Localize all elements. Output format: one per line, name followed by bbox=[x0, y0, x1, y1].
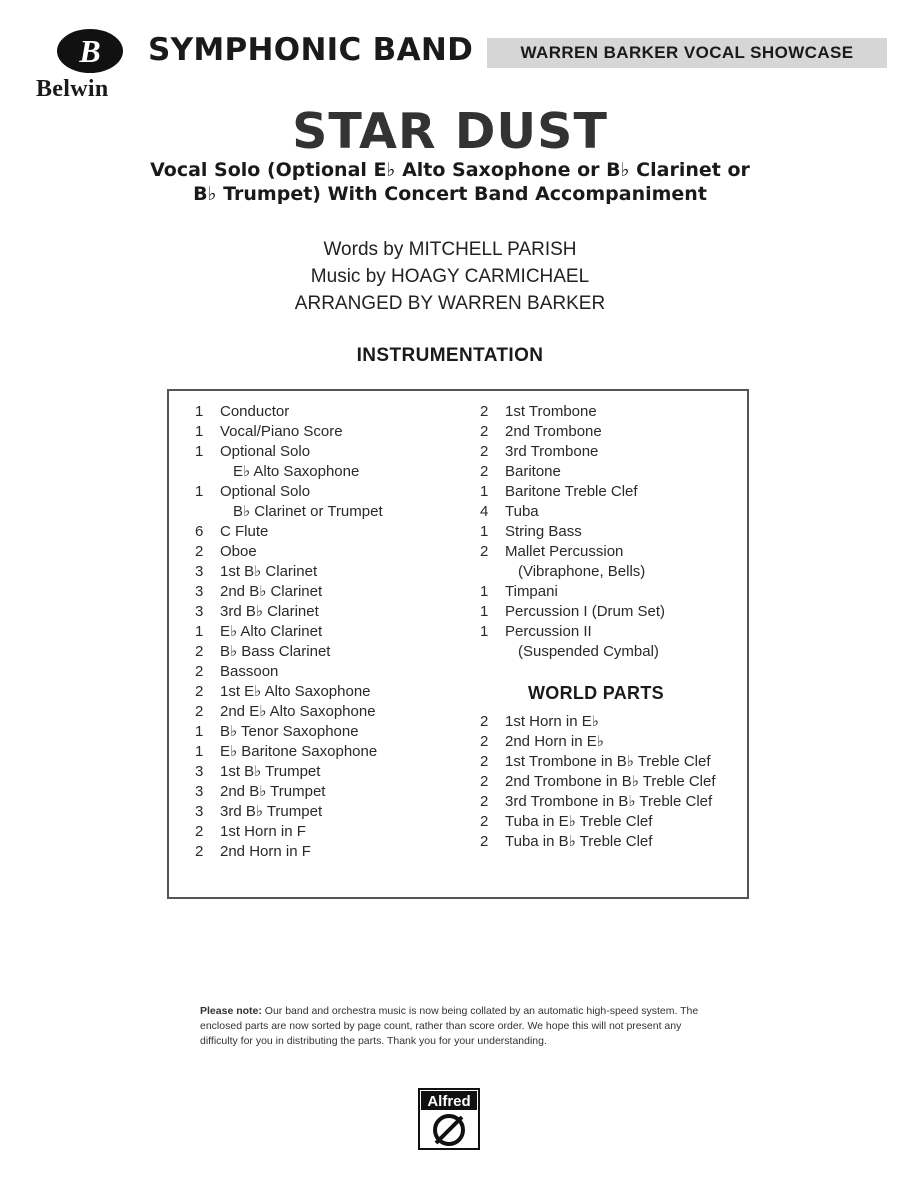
instrument-quantity: 1 bbox=[195, 723, 204, 740]
instrument-row bbox=[195, 802, 475, 822]
instrument-quantity: 1 bbox=[195, 483, 204, 500]
instrument-row bbox=[195, 642, 475, 662]
instrument-quantity: 2 bbox=[480, 463, 489, 480]
instrument-name: (Vibraphone, Bells) bbox=[518, 563, 646, 580]
instrument-row bbox=[480, 772, 750, 792]
instrument-row bbox=[195, 662, 475, 682]
instrument-name: Optional Solo bbox=[220, 443, 311, 460]
instrument-row bbox=[480, 422, 750, 442]
instrument-name: 3rd B♭ Clarinet bbox=[220, 603, 319, 620]
instrument-row bbox=[480, 582, 750, 602]
instrument-name: Percussion I (Drum Set) bbox=[505, 603, 666, 620]
instrument-quantity: 2 bbox=[480, 753, 489, 770]
instrument-name: Conductor bbox=[220, 403, 290, 420]
instrument-row bbox=[195, 842, 475, 862]
subtitle bbox=[60, 158, 840, 206]
instrument-row bbox=[480, 642, 750, 662]
instrument-row bbox=[195, 562, 475, 582]
instrument-row bbox=[195, 462, 475, 482]
instrument-quantity: 6 bbox=[195, 523, 204, 540]
instrument-quantity: 4 bbox=[480, 503, 489, 520]
instrument-row bbox=[195, 722, 475, 742]
instrument-quantity: 2 bbox=[195, 663, 204, 680]
instrument-quantity: 2 bbox=[480, 403, 489, 420]
instrument-name: Baritone bbox=[505, 463, 561, 480]
instrument-quantity: 2 bbox=[480, 543, 489, 560]
instrument-quantity: 1 bbox=[195, 443, 204, 460]
instrument-row bbox=[195, 402, 475, 422]
svg-text:B: B bbox=[79, 33, 101, 69]
instrument-quantity: 2 bbox=[480, 713, 489, 730]
instrument-row bbox=[480, 602, 750, 622]
instrument-name: E♭ Alto Clarinet bbox=[220, 623, 323, 640]
instrument-name: 3rd B♭ Trumpet bbox=[220, 803, 323, 820]
instrument-name: (Suspended Cymbal) bbox=[518, 643, 659, 660]
alfred-logo-icon bbox=[418, 1088, 480, 1150]
instrument-quantity: 2 bbox=[195, 643, 204, 660]
instrument-row bbox=[195, 682, 475, 702]
instrument-name: Mallet Percussion bbox=[505, 543, 624, 560]
instrument-name: 1st Horn in E♭ bbox=[505, 713, 599, 730]
instrument-name: 2nd B♭ Trumpet bbox=[220, 783, 326, 800]
instrument-row bbox=[195, 602, 475, 622]
instrument-name: 2nd E♭ Alto Saxophone bbox=[220, 703, 376, 720]
instrument-quantity: 1 bbox=[480, 583, 489, 600]
instrument-quantity: 2 bbox=[480, 733, 489, 750]
instrument-name: C Flute bbox=[220, 523, 269, 540]
instrumentation-box bbox=[167, 389, 749, 899]
instrument-row bbox=[480, 502, 750, 522]
instrument-quantity: 1 bbox=[480, 523, 489, 540]
series-title: SYMPHONIC BAND bbox=[148, 32, 474, 68]
instrument-quantity: 2 bbox=[480, 813, 489, 830]
instrument-name: 2nd Trombone bbox=[505, 423, 602, 440]
instrument-name: 3rd Trombone in B♭ Treble Clef bbox=[505, 793, 713, 810]
instrumentation-left-column bbox=[195, 402, 475, 862]
instrument-name: 1st B♭ Clarinet bbox=[220, 563, 318, 580]
instrument-row bbox=[195, 442, 475, 462]
belwin-logo-icon bbox=[55, 26, 125, 76]
instrument-quantity: 1 bbox=[195, 423, 204, 440]
instrument-quantity: 2 bbox=[195, 683, 204, 700]
page-title: STAR DUST bbox=[292, 103, 608, 160]
composer-credit: Music by HOAGY CARMICHAEL bbox=[310, 266, 590, 287]
instrument-quantity: 2 bbox=[480, 773, 489, 790]
instrument-quantity: 1 bbox=[195, 743, 204, 760]
subtitle-line-1: Vocal Solo (Optional E♭ Alto Saxophone or B♭ Clarinet or bbox=[150, 159, 750, 181]
instrument-quantity: 1 bbox=[480, 483, 489, 500]
instrument-quantity: 1 bbox=[195, 623, 204, 640]
instrument-quantity: 2 bbox=[195, 823, 204, 840]
instrument-row bbox=[480, 752, 750, 772]
instrument-row bbox=[480, 462, 750, 482]
instrument-quantity: 2 bbox=[195, 843, 204, 860]
instrument-name: Bassoon bbox=[220, 663, 279, 680]
note-text: Our band and orchestra music is now being collated by an automatic high-speed system. The enclosed parts are now sorted by page count, rather than score order. We hope this will not present any difficulty for you in distributing the parts. Thank you for your understanding. bbox=[200, 1005, 699, 1047]
arranger-credit: ARRANGED BY WARREN BARKER bbox=[294, 293, 606, 314]
publisher-name: Belwin bbox=[36, 76, 109, 102]
instrument-quantity: 2 bbox=[195, 543, 204, 560]
instrument-row bbox=[480, 542, 750, 562]
instrument-row bbox=[195, 702, 475, 722]
instrument-quantity: 2 bbox=[195, 703, 204, 720]
instrument-quantity: 3 bbox=[195, 803, 204, 820]
instrument-name: E♭ Alto Saxophone bbox=[233, 463, 360, 480]
instrument-name: 2nd Trombone in B♭ Treble Clef bbox=[505, 773, 716, 790]
instrument-quantity: 2 bbox=[480, 423, 489, 440]
instrument-name: Tuba in E♭ Treble Clef bbox=[505, 813, 653, 830]
instrument-row bbox=[480, 812, 750, 832]
note-label: Please note: bbox=[200, 1005, 262, 1017]
instrument-row bbox=[195, 502, 475, 522]
instrument-name: 2nd Horn in E♭ bbox=[505, 733, 604, 750]
instrument-name: Oboe bbox=[220, 543, 257, 560]
instrument-quantity: 2 bbox=[480, 443, 489, 460]
instrument-quantity: 3 bbox=[195, 783, 204, 800]
instrument-name: 3rd Trombone bbox=[505, 443, 599, 460]
lyricist-credit: Words by MITCHELL PARISH bbox=[323, 239, 577, 260]
instrument-name: 1st E♭ Alto Saxophone bbox=[220, 683, 371, 700]
instrument-row bbox=[480, 522, 750, 542]
collection-banner bbox=[487, 38, 887, 68]
instrument-name: Timpani bbox=[505, 583, 558, 600]
instrument-row bbox=[195, 782, 475, 802]
instrument-row bbox=[480, 712, 750, 732]
instrument-row bbox=[480, 832, 750, 852]
instrument-quantity: 3 bbox=[195, 603, 204, 620]
instrument-name: String Bass bbox=[505, 523, 582, 540]
instrument-row bbox=[480, 622, 750, 642]
world-parts-heading: WORLD PARTS bbox=[528, 683, 664, 703]
instrument-name: Optional Solo bbox=[220, 483, 311, 500]
instrument-row bbox=[480, 482, 750, 502]
subtitle-line-2: B♭ Trumpet) With Concert Band Accompaniment bbox=[193, 183, 707, 205]
instrument-name: 1st Horn in F bbox=[220, 823, 306, 840]
alfred-logo-text: Alfred bbox=[427, 1093, 471, 1110]
instrument-quantity: 1 bbox=[480, 603, 489, 620]
instrument-quantity: 3 bbox=[195, 583, 204, 600]
instrument-quantity bbox=[195, 502, 220, 522]
instrument-name: 2nd Horn in F bbox=[220, 843, 311, 860]
instrumentation-heading: INSTRUMENTATION bbox=[356, 345, 544, 366]
instrument-name: 1st B♭ Trumpet bbox=[220, 763, 321, 780]
instrument-row bbox=[195, 522, 475, 542]
instrument-name: B♭ Tenor Saxophone bbox=[220, 723, 359, 740]
instrumentation-right-column bbox=[480, 402, 750, 852]
instrument-row bbox=[195, 822, 475, 842]
instrument-row bbox=[195, 422, 475, 442]
instrument-row bbox=[480, 442, 750, 462]
instrument-name: 1st Trombone bbox=[505, 403, 597, 420]
instrument-name: B♭ Bass Clarinet bbox=[220, 643, 331, 660]
instrument-row bbox=[195, 542, 475, 562]
instrument-quantity bbox=[480, 642, 505, 662]
instrument-name: B♭ Clarinet or Trumpet bbox=[233, 503, 383, 520]
instrument-quantity: 3 bbox=[195, 563, 204, 580]
instrument-row bbox=[480, 402, 750, 422]
instrument-name: 1st Trombone in B♭ Treble Clef bbox=[505, 753, 711, 770]
instrument-row bbox=[195, 622, 475, 642]
instrument-quantity: 2 bbox=[480, 833, 489, 850]
instrument-row bbox=[195, 742, 475, 762]
instrument-row bbox=[480, 792, 750, 812]
instrument-row bbox=[480, 732, 750, 752]
collation-note bbox=[200, 1004, 720, 1049]
instrument-row bbox=[195, 762, 475, 782]
instrument-name: E♭ Baritone Saxophone bbox=[220, 743, 378, 760]
instrument-name: Baritone Treble Clef bbox=[505, 483, 638, 500]
instrument-row bbox=[195, 582, 475, 602]
instrument-quantity bbox=[195, 462, 220, 482]
instrument-name: Tuba in B♭ Treble Clef bbox=[505, 833, 653, 850]
instrument-name: Tuba bbox=[505, 503, 539, 520]
instrument-row bbox=[480, 562, 750, 582]
instrument-name: 2nd B♭ Clarinet bbox=[220, 583, 323, 600]
instrument-row bbox=[195, 482, 475, 502]
instrument-quantity: 1 bbox=[195, 403, 204, 420]
instrument-name: Vocal/Piano Score bbox=[220, 423, 343, 440]
instrument-quantity bbox=[480, 562, 505, 582]
collection-title: WARREN BARKER VOCAL SHOWCASE bbox=[520, 43, 854, 62]
instrument-name: Percussion II bbox=[505, 623, 592, 640]
instrument-quantity: 1 bbox=[480, 623, 489, 640]
instrument-quantity: 2 bbox=[480, 793, 489, 810]
credits bbox=[0, 236, 900, 317]
instrument-quantity: 3 bbox=[195, 763, 204, 780]
